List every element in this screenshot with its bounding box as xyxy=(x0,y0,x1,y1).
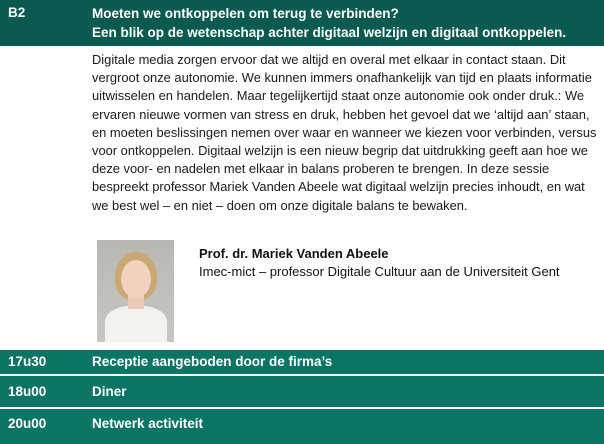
schedule-row-network xyxy=(0,409,604,444)
row-divider xyxy=(0,374,604,375)
schedule-label: Receptie aangeboden door de firma’s xyxy=(92,354,333,369)
schedule-time: 20u00 xyxy=(8,416,47,431)
schedule-time: 17u30 xyxy=(8,354,47,369)
schedule-row-reception xyxy=(0,350,604,374)
schedule-time: 18u00 xyxy=(8,384,47,399)
session-header xyxy=(0,0,604,46)
session-title-line2: Een blik op de wetenschap achter digitaal welzijn en digitaal ontkoppelen. xyxy=(92,25,567,40)
session-title-line1: Moeten we ontkoppelen om terug te verbinden? xyxy=(92,6,399,21)
speaker-affiliation: Imec-mict – professor Digitale Cultuur aan de Universiteit Gent xyxy=(199,264,560,279)
schedule-label: Diner xyxy=(92,384,127,399)
speaker-photo xyxy=(97,240,174,342)
schedule-row-dinner xyxy=(0,376,604,407)
speaker-name: Prof. dr. Mariek Vanden Abeele xyxy=(199,246,389,261)
schedule-label: Netwerk activiteit xyxy=(92,416,204,431)
session-description: Digitale media zorgen ervoor dat we altijd en overal met elkaar in contact staan. Dit vergroot onze autonomie. We kunnen immers onafhankelijk van tijd en plaats informatie uitwisselen en handelen. Maar tegelijkertijd staat onze autonomie ook onder druk.: We ervaren nieuwe vormen van stress en druk, hebben het gevoel dat we ‘altijd aan’ staan, en moeten beslissingen nemen over waar en wanneer we kiezen voor verbinden, versus voor ontkoppelen. Digitaal welzijn is een nieuw begrip dat uitdrukking geeft aan hoe we deze voor- en nadelen met elkaar in balans proberen te brengen. In deze sessie bespreekt professor Mariek Vanden Abeele wat digitaal welzijn precies inhoudt, en wat we best wel – en niet – doen om onze digitale balans te bewaken. xyxy=(92,52,597,213)
session-code: B2 xyxy=(8,5,26,20)
session-title xyxy=(92,4,566,42)
